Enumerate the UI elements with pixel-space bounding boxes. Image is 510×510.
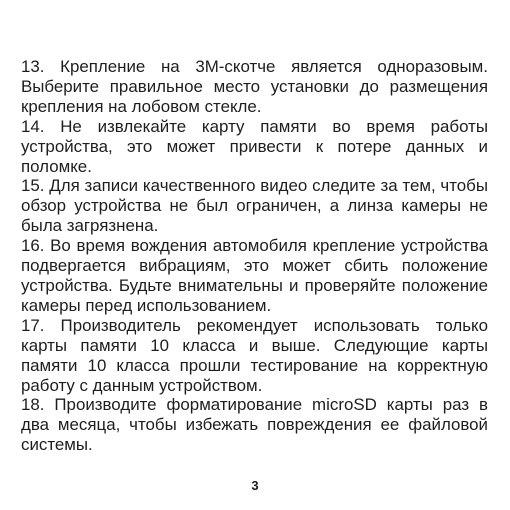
instruction-14: 14. Не извлекайте карту памяти во время работы устройства, это может привести к потере данных и поломке. bbox=[21, 116, 488, 176]
page-number: 3 bbox=[251, 478, 259, 493]
instructions-text bbox=[21, 57, 488, 455]
instruction-18: 18. Производите форматирование microSD карты раз в два месяца, чтобы избежать повреждения ее файловой системы. bbox=[21, 395, 488, 455]
instruction-17: 17. Производитель рекомендует использовать только карты памяти 10 класса и выше. Следующие карты памяти 10 класса прошли тестирование на корректную работу с данным устройством. bbox=[21, 315, 488, 395]
instruction-13: 13. Крепление на 3М-скотче является одноразовым. Выберите правильное место установки до размещения крепления на лобовом стекле. bbox=[21, 57, 488, 116]
instruction-15: 15. Для записи качественного видео следите за тем, чтобы обзор устройства не был ограничен, а линза камеры не была загрязнена. bbox=[21, 176, 488, 236]
instruction-16: 16. Во время вождения автомобиля крепление устройства подвергается вибрациям, это может сбить положение устройства. Будьте внимательны и проверяйте положение камеры перед использованием. bbox=[21, 236, 488, 315]
